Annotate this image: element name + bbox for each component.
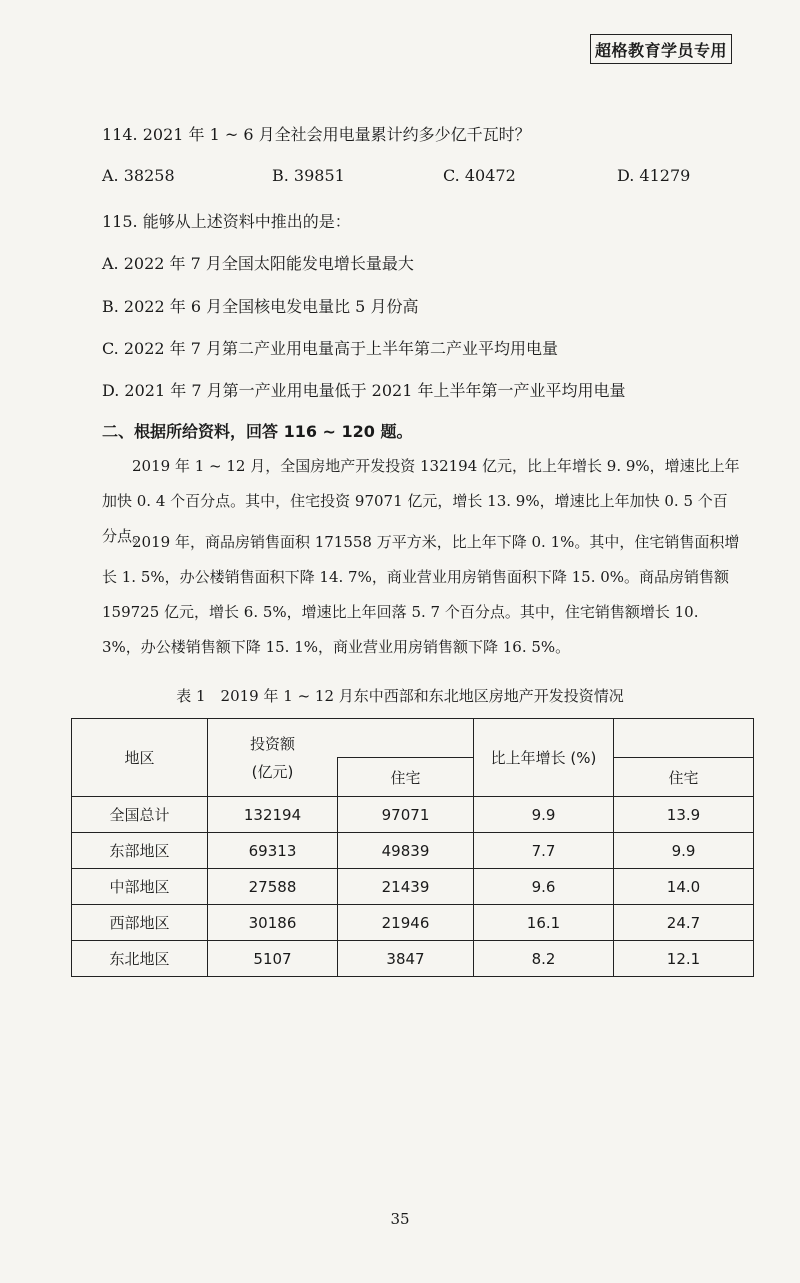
cell-res-growth: 9.9 bbox=[614, 833, 754, 869]
table-caption: 表 1 2019 年 1 ~ 12 月东中西部和东北地区房地产开发投资情况 bbox=[176, 687, 624, 705]
header-growth-top bbox=[614, 719, 754, 758]
page-number: 35 bbox=[390, 1210, 410, 1228]
paragraph-sales: 2019 年，商品房销售面积 171558 万平方米，比上年下降 0. 1%。其中，住宅销售面积增长 1. 5%，办公楼销售面积下降 14. 7%，商业营业用房销售面积下降 15. 0%。商品房销售额 159725 亿元，增长 6. 5%，增速比上年回落 5. 7 个百分点。其中，住宅销售额增长 10. 3%，办公楼销售额下降 15. 1%，商业营业用房销售额下降 16. 5%。 bbox=[102, 533, 740, 656]
q114-option-a: A. 38258 bbox=[102, 166, 175, 185]
q114-option-c: C. 40472 bbox=[443, 166, 516, 185]
header-investment-unit: (亿元) bbox=[251, 762, 294, 781]
table-row bbox=[72, 797, 754, 833]
header-residential-growth: 住宅 bbox=[614, 758, 754, 797]
table-row bbox=[72, 869, 754, 905]
cell-invest: 27588 bbox=[208, 869, 338, 905]
header-growth: 比上年增长 (%) bbox=[474, 719, 614, 797]
q114-option-b: B. 39851 bbox=[272, 166, 345, 185]
cell-res: 21439 bbox=[338, 869, 474, 905]
investment-table bbox=[71, 718, 754, 977]
table-row bbox=[72, 905, 754, 941]
question-115: 115. 能够从上述资料中推出的是： bbox=[102, 212, 351, 231]
cell-res-growth: 24.7 bbox=[614, 905, 754, 941]
cell-res-growth: 12.1 bbox=[614, 941, 754, 977]
cell-res-growth: 14.0 bbox=[614, 869, 754, 905]
paragraph-investment: 2019 年 1 ~ 12 月，全国房地产开发投资 132194 亿元，比上年增长 9. 9%，增速比上年加快 0. 4 个百分点。其中，住宅投资 97071 亿元，增长 13. 9%，增速比上年加快 0. 5 个百分点。 bbox=[102, 457, 740, 545]
cell-invest: 30186 bbox=[208, 905, 338, 941]
table-row bbox=[72, 941, 754, 977]
cell-res-growth: 13.9 bbox=[614, 797, 754, 833]
q115-option-d: D. 2021 年 7 月第一产业用电量低于 2021 年上半年第一产业平均用电量 bbox=[102, 381, 626, 400]
cell-invest: 5107 bbox=[208, 941, 338, 977]
cell-res: 21946 bbox=[338, 905, 474, 941]
cell-res: 3847 bbox=[338, 941, 474, 977]
header-investment bbox=[208, 719, 338, 797]
cell-region: 东部地区 bbox=[72, 833, 208, 869]
q115-option-c: C. 2022 年 7 月第二产业用电量高于上半年第二产业平均用电量 bbox=[102, 339, 559, 358]
owner-stamp: 超格教育学员专用 bbox=[590, 34, 732, 64]
header-residential-investment: 住宅 bbox=[338, 758, 474, 797]
cell-growth: 7.7 bbox=[474, 833, 614, 869]
cell-region: 中部地区 bbox=[72, 869, 208, 905]
question-114: 114. 2021 年 1 ~ 6 月全社会用电量累计约多少亿千瓦时？ bbox=[102, 125, 531, 144]
cell-growth: 16.1 bbox=[474, 905, 614, 941]
cell-res: 49839 bbox=[338, 833, 474, 869]
cell-growth: 8.2 bbox=[474, 941, 614, 977]
header-investment-label: 投资额 bbox=[249, 734, 295, 753]
cell-growth: 9.6 bbox=[474, 869, 614, 905]
cell-region: 全国总计 bbox=[72, 797, 208, 833]
cell-invest: 69313 bbox=[208, 833, 338, 869]
cell-invest: 132194 bbox=[208, 797, 338, 833]
cell-growth: 9.9 bbox=[474, 797, 614, 833]
cell-region: 西部地区 bbox=[72, 905, 208, 941]
cell-region: 东北地区 bbox=[72, 941, 208, 977]
q115-option-a: A. 2022 年 7 月全国太阳能发电增长量最大 bbox=[102, 254, 414, 273]
header-region: 地区 bbox=[72, 719, 208, 797]
cell-res: 97071 bbox=[338, 797, 474, 833]
q115-option-b: B. 2022 年 6 月全国核电发电量比 5 月份高 bbox=[102, 297, 419, 316]
section-heading: 二、根据所给资料，回答 116 ~ 120 题。 bbox=[102, 422, 413, 441]
header-investment-top bbox=[338, 719, 474, 758]
q114-option-d: D. 41279 bbox=[617, 166, 691, 185]
table-row bbox=[72, 833, 754, 869]
